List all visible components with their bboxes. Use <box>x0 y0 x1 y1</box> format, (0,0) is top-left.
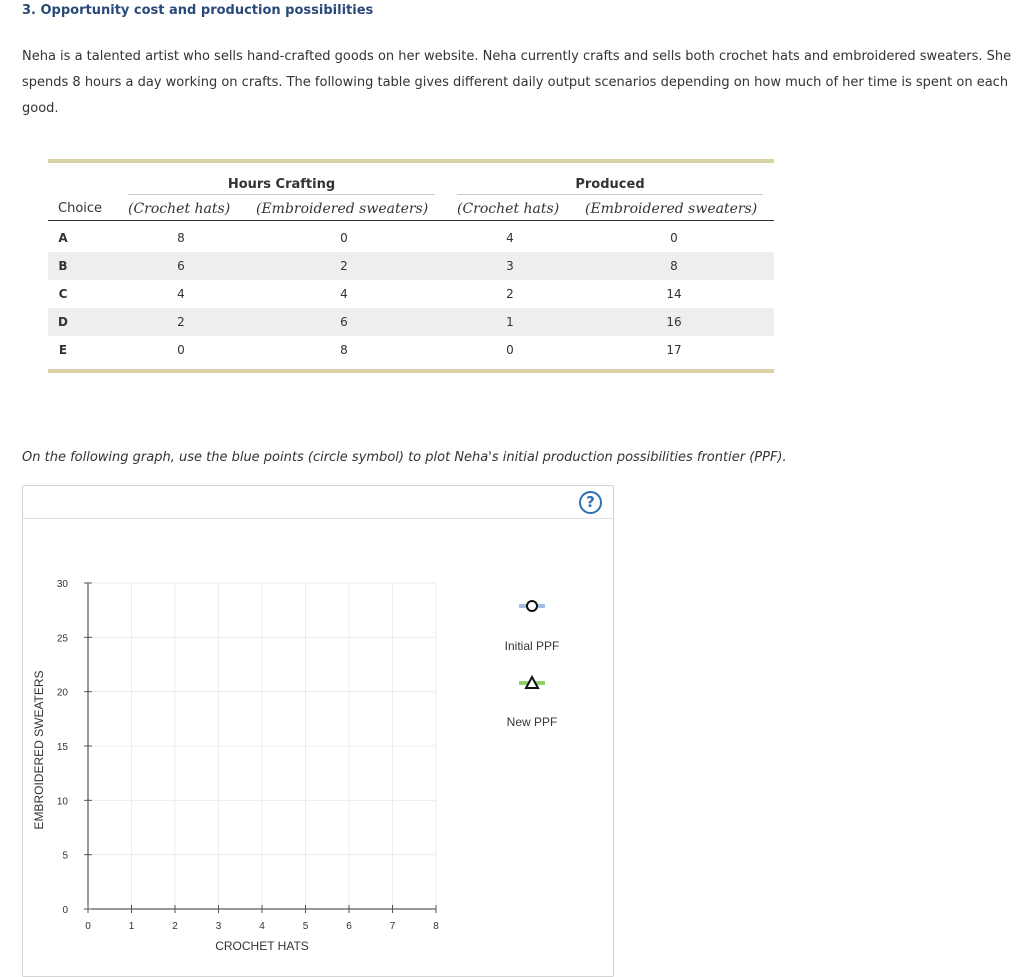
legend-initial-ppf-label: Initial PPF <box>504 639 560 653</box>
choice-cell: A <box>58 231 68 245</box>
hours-hats-cell: 8 <box>177 231 185 245</box>
x-tick-label: 6 <box>346 921 352 932</box>
group-produced: Produced <box>457 177 763 195</box>
table-row <box>48 336 774 364</box>
question-heading: 3. Opportunity cost and production possibilities <box>22 3 374 18</box>
hours-sweaters-cell: 2 <box>340 259 348 273</box>
y-tick-label: 25 <box>56 633 68 645</box>
ppf-graph[interactable] <box>23 486 613 964</box>
prod-sweaters-cell: 17 <box>666 343 682 357</box>
legend <box>505 601 560 729</box>
y-tick-label: 15 <box>56 742 68 753</box>
col-prod-sweaters-header: (Embroidered sweaters) <box>585 201 758 217</box>
y-tick-label: 5 <box>62 850 68 862</box>
hours-hats-cell: 6 <box>177 259 185 273</box>
choice-cell: D <box>58 315 68 329</box>
prod-hats-cell: 2 <box>506 287 514 301</box>
choice-cell: C <box>58 287 68 301</box>
prod-sweaters-cell: 0 <box>670 231 678 245</box>
x-tick-label: 5 <box>302 921 309 932</box>
prod-hats-cell: 0 <box>506 343 514 357</box>
header-rule <box>48 220 774 221</box>
x-tick-label: 2 <box>172 921 178 932</box>
hours-sweaters-cell: 6 <box>340 315 348 329</box>
prod-hats-cell: 1 <box>506 315 514 329</box>
graph-instructions: On the following graph, use the blue points (circle symbol) to plot Neha's initial production possibilities frontier (PPF). <box>22 450 787 465</box>
col-choice-header: Choice <box>58 201 103 216</box>
table-row <box>48 280 774 308</box>
grid <box>88 583 436 909</box>
prod-hats-cell: 4 <box>506 231 514 245</box>
col-prod-hats-header: (Crochet hats) <box>457 201 560 217</box>
x-tick-label: 8 <box>433 921 439 932</box>
col-hours-sweaters-header: (Embroidered sweaters) <box>256 201 429 217</box>
x-axis-title: CROCHET HATS <box>215 939 309 953</box>
legend-circle-icon[interactable] <box>527 601 537 611</box>
output-table <box>48 159 774 373</box>
intro-paragraph: Neha is a talented artist who sells hand-crafted goods on her website. Neha currently crafts and sells both crochet hats and embroidered sweaters. She spends 8 hours a day working on crafts. The following table gives different daily output scenarios depending on how much of her time is spent on each good. <box>22 49 1012 116</box>
y-tick-label: 0 <box>62 905 68 916</box>
graph-panel <box>22 485 614 977</box>
y-tick-label: 20 <box>56 687 68 699</box>
x-tick-label: 4 <box>259 921 265 932</box>
group-hours-crafting: Hours Crafting <box>128 177 435 195</box>
hours-hats-cell: 0 <box>177 343 185 357</box>
hours-sweaters-cell: 8 <box>340 343 348 357</box>
col-hours-hats-header: (Crochet hats) <box>128 201 231 217</box>
choice-cell: B <box>58 259 68 273</box>
table-row <box>48 252 774 280</box>
table-row <box>48 224 774 252</box>
x-tick-label: 1 <box>128 921 135 932</box>
prod-sweaters-cell: 8 <box>670 259 678 273</box>
y-tick-label: 30 <box>56 579 68 590</box>
help-icon[interactable]: ? <box>579 491 602 514</box>
prod-hats-cell: 3 <box>506 259 514 273</box>
prod-sweaters-cell: 16 <box>666 315 682 329</box>
table-body <box>48 224 774 364</box>
legend-new-ppf[interactable] <box>507 677 558 729</box>
x-tick-label: 7 <box>389 921 396 932</box>
x-tick-label: 0 <box>85 921 91 932</box>
hours-sweaters-cell: 0 <box>340 231 348 245</box>
choice-cell: E <box>58 343 68 357</box>
y-tick-label: 10 <box>56 796 68 808</box>
legend-new-ppf-label: New PPF <box>506 715 558 729</box>
prod-sweaters-cell: 14 <box>666 287 682 301</box>
hours-hats-cell: 4 <box>177 287 185 301</box>
legend-initial-ppf[interactable] <box>505 601 560 653</box>
x-tick-label: 3 <box>215 921 222 932</box>
table-row <box>48 308 774 336</box>
y-axis-title: EMBROIDERED SWEATERS <box>32 670 46 830</box>
y-ticks <box>57 579 92 916</box>
hours-sweaters-cell: 4 <box>340 287 348 301</box>
hours-hats-cell: 2 <box>177 315 185 329</box>
